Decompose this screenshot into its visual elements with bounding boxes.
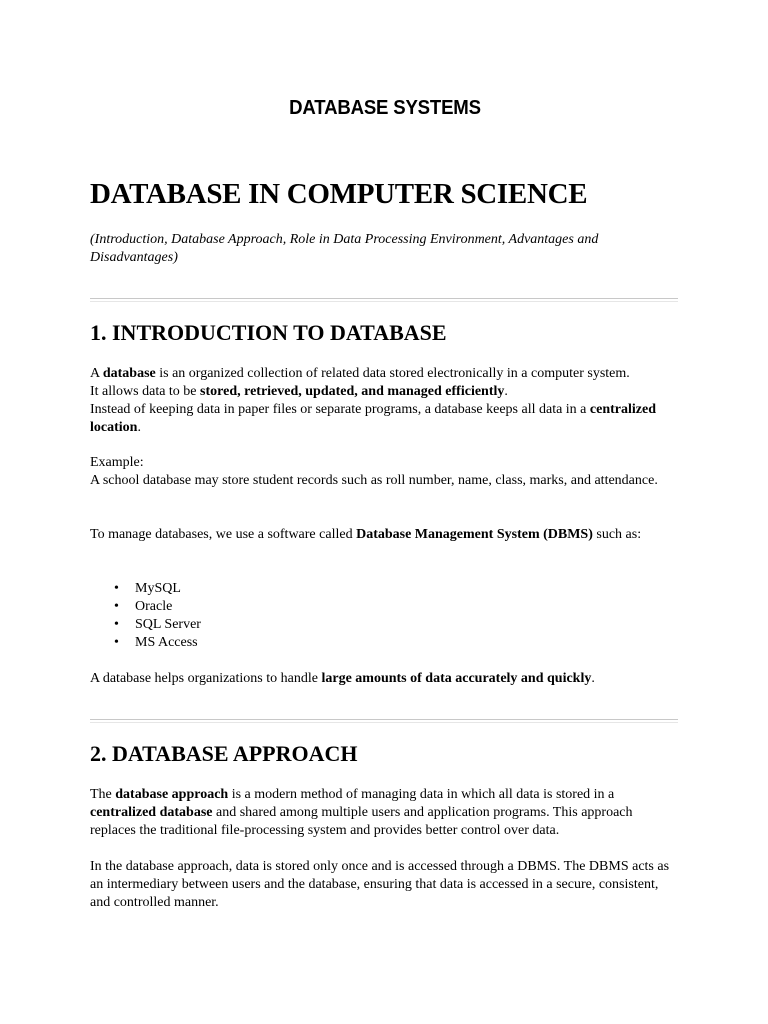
- approach-paragraph-2: In the database approach, data is stored only once and is accessed through a DBMS. The DBMS acts as an intermediary between users and the database, ensuring that data is accessed in a secure, consistent, and controlled manner.: [90, 859, 670, 910]
- example-label: Example:: [90, 455, 144, 470]
- bold-term-stored: stored, retrieved, updated, and managed efficiently: [200, 384, 505, 399]
- bold-term-database: database: [102, 366, 156, 381]
- closing-paragraph: A database helps organizations to handle large amounts of data accurately and quickly.: [90, 671, 595, 686]
- bullet-icon: •: [114, 581, 119, 596]
- intro-line-3: Instead of keeping data in paper files or separate programs, a database keeps all data in a centralized location.: [90, 402, 656, 435]
- document-subtitle: (Introduction, Database Approach, Role in Data Processing Environment, Advantages and Disadvantages): [90, 232, 599, 265]
- list-item: • SQL Server: [114, 617, 201, 632]
- list-item: • MS Access: [114, 635, 198, 650]
- horizontal-rule: [90, 298, 678, 302]
- example-paragraph: [90, 454, 680, 490]
- intro-paragraph: [90, 365, 680, 437]
- bold-term-large-amounts: large amounts of data accurately and quickly: [321, 671, 592, 686]
- bold-term-centralized-location: centralized location: [90, 402, 656, 435]
- bullet-icon: •: [114, 599, 119, 614]
- approach-paragraph-1: The database approach is a modern method of managing data in which all data is stored in a centralized database and shared among multiple users and application programs. This approach replaces the traditional file-processing system and provides better control over data.: [90, 787, 633, 838]
- list-item: • MySQL: [114, 581, 181, 596]
- section-heading-introduction: 1. INTRODUCTION TO DATABASE: [90, 320, 447, 345]
- bullet-icon: •: [114, 617, 119, 632]
- horizontal-rule: [90, 719, 678, 723]
- example-text: A school database may store student records such as roll number, name, class, marks, and attendance.: [90, 473, 658, 488]
- section-heading-database-approach: 2. DATABASE APPROACH: [90, 741, 358, 766]
- bold-term-centralized-database: centralized database: [90, 805, 213, 820]
- bullet-icon: •: [114, 635, 119, 650]
- list-item: • Oracle: [114, 599, 173, 614]
- intro-line-2: It allows data to be stored, retrieved, updated, and managed efficiently.: [90, 384, 508, 399]
- dbms-paragraph: To manage databases, we use a software called Database Management System (DBMS) such as:: [90, 527, 642, 542]
- bold-term-dbms: Database Management System (DBMS): [356, 527, 593, 542]
- document-title: DATABASE IN COMPUTER SCIENCE: [90, 178, 588, 210]
- intro-line-1: A database is an organized collection of related data stored electronically in a computer system.: [90, 366, 630, 381]
- page-header-title: DATABASE SYSTEMS: [289, 97, 481, 119]
- dbms-list: [90, 580, 680, 652]
- bold-term-database-approach: database approach: [115, 787, 229, 802]
